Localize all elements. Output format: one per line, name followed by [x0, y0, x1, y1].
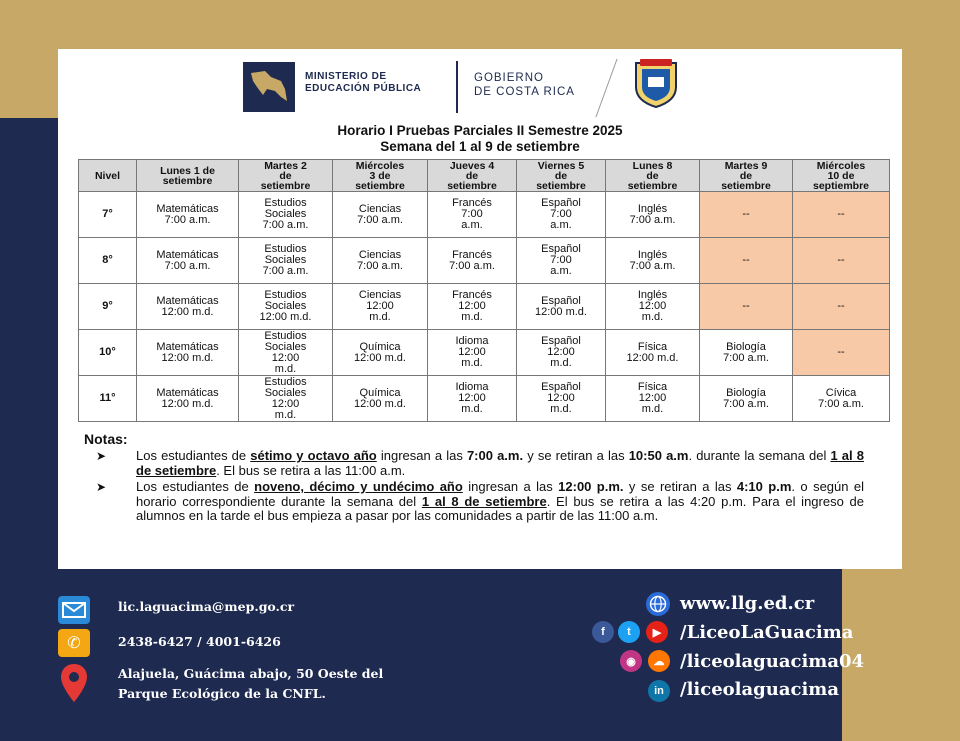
contact-address-line1: Alajuela, Guácima abajo, 50 Oeste del: [118, 666, 384, 681]
cell-text: 12:00: [638, 392, 667, 404]
cell-text: Ciencias: [358, 289, 402, 301]
arrow-bullet-icon: ➤: [96, 480, 107, 494]
cell-text: Matemáticas: [156, 386, 219, 399]
cell-text: 12:00: [458, 346, 486, 358]
cell-text: 12:00 m.d.: [626, 351, 679, 364]
cell-text: Inglés: [637, 289, 668, 301]
note-text: . o según el horario correspondiente durante la semana del: [136, 479, 865, 509]
cell-text: 12:00: [271, 351, 300, 364]
note-text: ingresan a las: [376, 448, 467, 463]
gov-line2: DE COSTA RICA: [474, 86, 575, 98]
header-text: 10 de: [827, 169, 855, 182]
exam-cell: [793, 192, 890, 238]
cell-text: 10°: [99, 346, 116, 358]
cell-text: Español: [541, 197, 581, 209]
header-text: setiembre: [721, 179, 771, 192]
header-text: septiembre: [812, 179, 870, 192]
exam-cell: [137, 330, 239, 376]
note-text: Los estudiantes de: [136, 448, 251, 463]
cell-text: 7:00 a.m.: [357, 213, 403, 226]
cell-text: --: [837, 300, 845, 312]
linkedin-icon[interactable]: in: [648, 680, 670, 702]
website-link[interactable]: www.llg.ed.cr: [680, 593, 815, 614]
school-crest-icon: [630, 57, 682, 109]
facebook-icon[interactable]: f: [592, 621, 614, 643]
arrow-bullet-icon: ➤: [96, 449, 107, 463]
table-row: [79, 238, 890, 284]
cell-text: m.d.: [461, 357, 483, 369]
cell-text: Español: [541, 381, 581, 393]
exam-cell: [606, 330, 700, 376]
header-text: Miércoles: [355, 159, 405, 172]
cell-text: m.d.: [274, 408, 297, 421]
note-text: . durante la semana del: [688, 448, 831, 463]
cell-text: 12:00 m.d.: [354, 397, 406, 410]
note-item: [84, 480, 864, 524]
header-text: Martes 2: [264, 159, 307, 172]
header-text: Lunes 8: [632, 159, 673, 172]
table-row: [79, 284, 890, 330]
column-header: [606, 160, 700, 192]
cell-text: 12:00 m.d.: [354, 351, 406, 364]
table-row: [79, 330, 890, 376]
header-text: Martes 9: [724, 159, 768, 172]
cell-text: 7:00: [550, 208, 572, 220]
header-divider: [456, 61, 458, 113]
cell-text: Matemáticas: [156, 294, 219, 307]
exam-cell: [137, 284, 239, 330]
cell-text: a.m.: [461, 219, 483, 231]
cell-text: 12:00: [638, 300, 667, 312]
exam-cell: [517, 284, 606, 330]
cell-text: 7:00: [461, 208, 483, 220]
phone-icon: ✆: [58, 629, 90, 657]
cell-text: 7:00 a.m.: [262, 219, 309, 231]
column-header: [137, 160, 239, 192]
cell-text: --: [742, 208, 750, 220]
header-text: de: [646, 169, 659, 182]
cell-text: 7:00 a.m.: [723, 397, 769, 410]
exam-cell: [606, 238, 700, 284]
exam-cell: [428, 330, 517, 376]
cell-text: Ciencias: [358, 248, 402, 261]
cell-text: Sociales: [264, 386, 307, 399]
cell-text: m.d.: [550, 357, 572, 369]
cell-text: 7:00 a.m.: [723, 351, 769, 364]
note-highlight: noveno, décimo y undécimo año: [254, 479, 463, 494]
cell-text: Sociales: [264, 208, 307, 220]
note-text: . El bus se retira a las 4:20 p.m. Para el ingreso de alumnos en la tarde el bus empieza a pasar por las comunidades a partir de las 11:00 a.m.: [136, 493, 865, 523]
header-text: setiembre: [260, 179, 311, 192]
header-text: setiembre: [536, 179, 586, 192]
cell-text: --: [742, 254, 750, 266]
cell-text: 12:00 m.d.: [535, 305, 587, 318]
header-text: de: [554, 169, 568, 182]
cell-text: 12:00 m.d.: [161, 351, 214, 364]
exam-cell: [700, 238, 793, 284]
cell-text: Idioma: [455, 335, 489, 347]
cell-text: 7:00 a.m.: [629, 213, 676, 226]
notes-title: Notas:: [84, 431, 128, 447]
exam-cell: [700, 330, 793, 376]
cell-text: m.d.: [641, 311, 664, 323]
cell-text: m.d.: [461, 403, 483, 415]
cell-text: Química: [359, 340, 401, 353]
exam-cell: [428, 284, 517, 330]
cell-text: 12:00: [547, 392, 575, 404]
column-header: [428, 160, 517, 192]
header-text: de: [465, 169, 479, 182]
cell-text: m.d.: [550, 403, 572, 415]
note-highlight: sétimo y octavo año: [250, 448, 377, 463]
ministry-line1: MINISTERIO DE: [305, 71, 387, 82]
table-row: [79, 192, 890, 238]
column-header: [517, 160, 606, 192]
exam-cell: [137, 238, 239, 284]
exam-cell: [793, 376, 890, 422]
cell-text: 12:00 m.d.: [161, 397, 214, 410]
exam-cell: [793, 284, 890, 330]
cell-text: 12:00: [458, 392, 486, 404]
gov-line1: GOBIERNO: [474, 72, 544, 84]
note-item: [84, 449, 864, 478]
schedule-subtitle: Semana del 1 al 9 de setiembre: [380, 139, 580, 154]
contact-phone: 2438-6427 / 4001-6426: [118, 634, 281, 649]
cell-text: 7°: [102, 208, 113, 220]
table-header-row: [79, 160, 890, 192]
cell-text: Matemáticas: [156, 340, 219, 353]
cell-text: Sociales: [264, 340, 307, 353]
exam-cell: [239, 238, 333, 284]
cell-text: m.d.: [641, 403, 664, 415]
notes-section: [84, 431, 864, 524]
exam-cell: [333, 192, 428, 238]
cell-text: Estudios: [264, 197, 307, 209]
cell-text: m.d.: [274, 362, 297, 375]
cell-text: a.m.: [550, 265, 572, 277]
header-text: setiembre: [447, 179, 497, 192]
cell-text: Español: [541, 243, 581, 255]
cell-text: 8°: [102, 254, 113, 266]
social-handle-facebook[interactable]: /LiceoLaGuacima: [680, 622, 854, 643]
cell-text: Física: [637, 340, 668, 353]
exam-cell: [517, 330, 606, 376]
cell-text: Ciencias: [358, 202, 402, 215]
column-header: [333, 160, 428, 192]
cell-text: 12:00: [271, 397, 300, 410]
cell-text: m.d.: [369, 311, 391, 323]
schedule-card: [58, 49, 902, 569]
schedule-title: Horario I Pruebas Parciales II Semestre 2025: [337, 123, 623, 138]
column-header: [239, 160, 333, 192]
note-time: 4:10 p.m: [736, 479, 792, 494]
note-time: 12:00 p.m.: [558, 479, 624, 494]
note-text: y se retiran a las: [623, 479, 737, 494]
header-text: 3 de: [369, 169, 391, 182]
cell-text: --: [742, 300, 750, 312]
soundcloud-icon[interactable]: ☁: [648, 650, 670, 672]
cell-text: --: [837, 346, 845, 358]
cell-text: 7:00 a.m.: [629, 259, 676, 272]
cell-text: 9°: [102, 300, 113, 312]
cell-text: 12:00: [458, 300, 486, 312]
exam-cell: [700, 376, 793, 422]
cell-text: Matemáticas: [156, 202, 219, 215]
exam-cell: [333, 330, 428, 376]
cell-text: 7:00 a.m.: [449, 259, 495, 272]
cell-text: Francés: [452, 248, 492, 261]
cell-text: --: [837, 254, 845, 266]
cell-text: 12:00: [366, 300, 394, 312]
note-time: 10:50 a.m: [628, 448, 689, 463]
cell-text: Cívica: [825, 386, 857, 399]
exam-cell: [517, 376, 606, 422]
header-text: de: [279, 169, 292, 182]
level-cell: [79, 376, 137, 422]
cell-text: 12:00 m.d.: [259, 311, 312, 323]
header-slash: [595, 59, 617, 118]
note-text: y se retiran a las: [523, 448, 629, 463]
cell-text: Sociales: [264, 254, 307, 266]
cell-text: 7:00 a.m.: [164, 213, 211, 226]
exam-cell: [517, 238, 606, 284]
note-highlight: 1 al 8 de setiembre: [136, 448, 864, 478]
email-icon: [58, 596, 90, 624]
ministry-name: [305, 71, 421, 95]
note-text: . El bus se retira a las 11:00 a.m.: [216, 462, 406, 478]
cell-text: 7:00 a.m.: [164, 259, 211, 272]
exam-cell: [333, 284, 428, 330]
note-highlight: 1 al 8 de setiembre: [421, 493, 547, 509]
level-cell: [79, 284, 137, 330]
exam-cell: [606, 192, 700, 238]
exam-cell: [239, 330, 333, 376]
header-text: setiembre: [627, 179, 678, 192]
cell-text: 7:00 a.m.: [818, 397, 864, 410]
location-pin-icon: [58, 662, 90, 704]
header-text: setiembre: [355, 179, 405, 192]
government-name: [474, 71, 575, 99]
cell-text: Biología: [726, 386, 766, 399]
cell-text: Estudios: [264, 329, 307, 342]
cell-text: 7:00: [550, 254, 572, 266]
column-header: [700, 160, 793, 192]
header-text: Viernes 5: [537, 159, 585, 172]
exam-cell: [239, 284, 333, 330]
level-cell: [79, 192, 137, 238]
note-text: Los estudiantes de: [136, 479, 255, 494]
cell-text: Química: [359, 386, 401, 399]
cell-text: Español: [541, 294, 581, 307]
cell-text: Física: [637, 381, 668, 393]
cell-text: Español: [541, 335, 581, 347]
header-text: Lunes 1 de: [160, 164, 215, 177]
exam-cell: [606, 284, 700, 330]
social-handle-instagram[interactable]: /liceolaguacima04: [680, 651, 865, 672]
costa-rica-map-logo: [243, 62, 295, 112]
cell-text: Inglés: [637, 202, 668, 215]
exam-cell: [700, 192, 793, 238]
header-text: Nivel: [94, 169, 121, 182]
exam-cell: [428, 192, 517, 238]
cell-text: Matemáticas: [156, 248, 219, 261]
cell-text: 12:00 m.d.: [161, 305, 214, 318]
cell-text: Francés: [452, 197, 492, 209]
twitter-icon[interactable]: t: [618, 621, 640, 643]
globe-icon: [646, 592, 670, 616]
exam-cell: [428, 238, 517, 284]
cell-text: 11°: [99, 392, 116, 404]
exam-cell: [137, 192, 239, 238]
exam-cell: [239, 192, 333, 238]
instagram-icon[interactable]: ◉: [620, 650, 642, 672]
exam-cell: [333, 376, 428, 422]
exam-cell: [239, 376, 333, 422]
ministry-line2: EDUCACIÓN PÚBLICA: [305, 83, 422, 94]
cell-text: Estudios: [264, 289, 307, 301]
exam-cell: [517, 192, 606, 238]
exam-cell: [606, 376, 700, 422]
note-text: ingresan a las: [462, 479, 559, 494]
cell-text: Biología: [726, 340, 766, 353]
youtube-icon[interactable]: ▶: [646, 621, 668, 643]
header-text: de: [739, 169, 753, 182]
exam-cell: [333, 238, 428, 284]
cell-text: Inglés: [637, 248, 668, 261]
cell-text: Francés: [452, 289, 492, 301]
header-text: Miércoles: [816, 159, 866, 172]
social-handle-linkedin[interactable]: /liceolaguacima: [680, 679, 840, 700]
cell-text: m.d.: [461, 311, 483, 323]
column-header: [79, 160, 137, 192]
cell-text: Estudios: [264, 375, 307, 388]
header-text: setiembre: [162, 174, 213, 187]
note-time: 7:00 a.m.: [466, 448, 524, 463]
exam-cell: [428, 376, 517, 422]
level-cell: [79, 330, 137, 376]
cell-text: --: [837, 208, 845, 220]
exam-cell: [793, 330, 890, 376]
contact-email[interactable]: lic.laguacima@mep.go.cr: [118, 599, 295, 614]
cell-text: 7:00 a.m.: [357, 259, 403, 272]
level-cell: [79, 238, 137, 284]
exam-cell: [700, 284, 793, 330]
cell-text: Sociales: [264, 300, 307, 312]
cell-text: 12:00: [547, 346, 575, 358]
cell-text: Idioma: [455, 381, 489, 393]
cell-text: Estudios: [264, 243, 307, 255]
exam-cell: [137, 376, 239, 422]
table-row: [79, 376, 890, 422]
contact-address-line2: Parque Ecológico de la CNFL.: [118, 686, 326, 701]
exam-schedule-table: [78, 159, 890, 422]
exam-cell: [793, 238, 890, 284]
header-text: Jueves 4: [449, 159, 495, 172]
column-header: [793, 160, 890, 192]
cell-text: 7:00 a.m.: [262, 265, 309, 277]
cell-text: a.m.: [550, 219, 572, 231]
